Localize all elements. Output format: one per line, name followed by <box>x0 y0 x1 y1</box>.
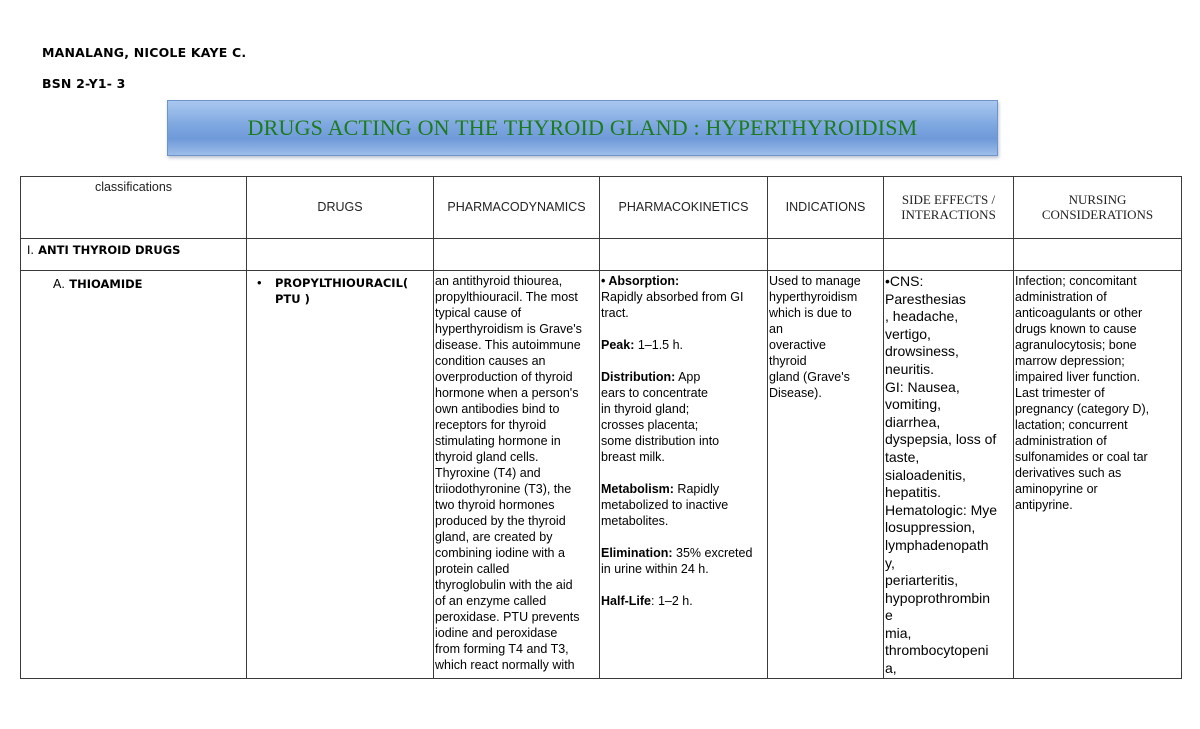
pk-distribution-line: some distribution into <box>601 434 720 448</box>
header-nursing-line1: NURSING <box>1068 192 1127 207</box>
header-drugs-label: DRUGS <box>317 200 363 214</box>
se-line: periarteritis, <box>885 572 959 589</box>
header-pharmacodynamics <box>434 177 600 239</box>
pd-line: hyperthyroidism is Grave's <box>435 322 582 336</box>
se-line: Hematologic: Mye <box>885 501 998 518</box>
pd-line: receptors for thyroid <box>435 418 547 432</box>
nc-line: administration of <box>1015 434 1107 448</box>
pd-line: peroxidase. PTU prevents <box>435 610 580 624</box>
ind-line: thyroid <box>769 354 807 368</box>
section-empty-2 <box>434 239 600 271</box>
pd-line: thyroglobulin with the aid <box>435 578 573 592</box>
pk-metabolism-line: metabolites. <box>601 514 669 528</box>
title-banner <box>167 100 998 156</box>
pk-metabolism-first: Rapidly <box>673 482 720 496</box>
pk-elimination-first: 35% excreted <box>672 546 753 560</box>
section-empty-4 <box>768 239 884 271</box>
pd-line: protein called <box>435 562 510 576</box>
header-pharmacokinetics <box>600 177 768 239</box>
nc-line: anticoagulants or other <box>1015 306 1143 320</box>
ind-line: an <box>769 322 783 336</box>
pk-peak-value: 1–1.5 h. <box>634 338 684 352</box>
se-line: e <box>885 607 893 624</box>
header-pharmacodynamics-label: PHARMACODYNAMICS <box>447 200 586 214</box>
header-side-effects-line2: INTERACTIONS <box>901 207 996 222</box>
se-line: vomiting, <box>885 396 942 413</box>
pk-elimination-label: Elimination: <box>601 546 673 560</box>
section-empty-3 <box>600 239 768 271</box>
pharmacodynamics-text <box>434 271 599 673</box>
subclass-prefix: A. <box>53 277 65 291</box>
nc-line: Infection; concomitant <box>1015 274 1137 288</box>
ind-line: Disease). <box>769 386 822 400</box>
pd-line: combining iodine with a <box>435 546 565 560</box>
pk-distribution-line: crosses placenta; <box>601 418 699 432</box>
se-line: losuppression, <box>885 519 976 536</box>
se-line: GI: Nausea, <box>885 378 960 395</box>
pd-line: propylthiouracil. The most <box>435 290 578 304</box>
drug-table <box>20 176 1182 679</box>
ind-line: hyperthyroidism <box>769 290 858 304</box>
se-line: taste, <box>885 448 920 465</box>
pk-peak-label: Peak: <box>601 338 635 352</box>
drug-bullet: • <box>257 275 262 290</box>
nc-line: sulfonamides or coal tar <box>1015 450 1148 464</box>
pk-distribution-label: Distribution: <box>601 370 676 384</box>
pd-line: gland, are created by <box>435 530 553 544</box>
side-effects-text <box>884 271 1013 678</box>
drug-cell <box>247 271 434 679</box>
pd-line: condition causes an <box>435 354 546 368</box>
header-indications <box>768 177 884 239</box>
se-line: diarrhea, <box>885 413 941 430</box>
student-section: BSN 2-Y1- 3 <box>42 76 126 91</box>
pharmacokinetics-text <box>600 271 767 609</box>
nc-line: antipyrine. <box>1015 498 1073 512</box>
pd-line: iodine and peroxidase <box>435 626 558 640</box>
nc-line: Last trimester of <box>1015 386 1105 400</box>
pd-line: an antithyroid thiourea, <box>435 274 563 288</box>
drug-row <box>21 271 1182 679</box>
header-indications-label: INDICATIONS <box>785 200 866 214</box>
pk-absorption-line: tract. <box>601 306 629 320</box>
pd-line: overproduction of thyroid <box>435 370 573 384</box>
subclass-cell <box>21 271 247 679</box>
ind-line: overactive <box>769 338 826 352</box>
header-side-effects-line1: SIDE EFFECTS / <box>901 192 996 207</box>
pk-halflife-value: : 1–2 h. <box>651 594 693 608</box>
pk-elimination-line: in urine within 24 h. <box>601 562 709 576</box>
pk-absorption-line: Rapidly absorbed from GI <box>601 290 744 304</box>
se-line: lymphadenopath <box>885 536 989 553</box>
se-line: drowsiness, <box>885 343 959 360</box>
pk-distribution-first: App <box>675 370 701 384</box>
se-line: sialoadenitis, <box>885 466 966 483</box>
pk-metabolism-line: metabolized to inactive <box>601 498 729 512</box>
section-cell <box>21 239 247 271</box>
section-empty-6 <box>1014 239 1182 271</box>
drug-name-line1: PROPYLTHIOURACIL( <box>275 276 409 290</box>
se-line: dyspepsia, loss of <box>885 431 997 448</box>
subclass-label: THIOAMIDE <box>69 277 143 291</box>
student-name: MANALANG, NICOLE KAYE C. <box>42 45 247 60</box>
indications-text <box>768 271 883 401</box>
pd-line: from forming T4 and T3, <box>435 642 569 656</box>
drug-name-line2: PTU ) <box>275 292 310 306</box>
header-classifications-label: classifications <box>94 180 173 194</box>
nc-line: lactation; concurrent <box>1015 418 1128 432</box>
se-line: Paresthesias <box>885 290 966 307</box>
indications-cell <box>768 271 884 679</box>
ind-line: Used to manage <box>769 274 861 288</box>
pk-absorption-label: • Absorption: <box>601 274 680 288</box>
pd-line: thyroid gland cells. <box>435 450 539 464</box>
nc-line: aminopyrine or <box>1015 482 1098 496</box>
nc-line: agranulocytosis; bone <box>1015 338 1137 352</box>
se-line: vertigo, <box>885 325 931 342</box>
section-empty-5 <box>884 239 1014 271</box>
pd-line: typical cause of <box>435 306 522 320</box>
pk-metabolism-label: Metabolism: <box>601 482 674 496</box>
nursing-cell <box>1014 271 1182 679</box>
pd-line: of an enzyme called <box>435 594 547 608</box>
nc-line: administration of <box>1015 290 1107 304</box>
pd-line: Thyroxine (T4) and <box>435 466 541 480</box>
nc-line: drugs known to cause <box>1015 322 1137 336</box>
pk-distribution-line: breast milk. <box>601 450 665 464</box>
header-nursing <box>1014 177 1182 239</box>
se-line: hypoprothrombin <box>885 589 991 606</box>
pk-distribution-line: in thyroid gland; <box>601 402 690 416</box>
se-line: hepatitis. <box>885 484 942 501</box>
pd-line: own antibodies bind to <box>435 402 560 416</box>
section-empty-1 <box>247 239 434 271</box>
header-drugs <box>247 177 434 239</box>
header-row <box>21 177 1182 239</box>
pd-line: hormone when a person's <box>435 386 579 400</box>
pharmacodynamics-cell <box>434 271 600 679</box>
pd-line: disease. This autoimmune <box>435 338 581 352</box>
nc-line: derivatives such as <box>1015 466 1122 480</box>
pd-line: produced by the thyroid <box>435 514 566 528</box>
pd-line: triiodothyronine (T3), the <box>435 482 572 496</box>
nc-line: marrow depression; <box>1015 354 1125 368</box>
nursing-text <box>1014 271 1181 513</box>
se-line: •CNS: <box>885 273 924 289</box>
pd-line: which react normally with <box>435 658 575 672</box>
header-pharmacokinetics-label: PHARMACOKINETICS <box>618 200 749 214</box>
se-line: y, <box>885 554 895 571</box>
header-classifications <box>21 177 247 239</box>
se-line: thrombocytopeni <box>885 642 989 659</box>
section-label: ANTI THYROID DRUGS <box>38 243 181 257</box>
pk-halflife-label: Half-Life <box>601 594 651 608</box>
pharmacokinetics-cell <box>600 271 768 679</box>
nc-line: impaired liver function. <box>1015 370 1141 384</box>
se-line: , headache, <box>885 308 959 325</box>
side-effects-cell <box>884 271 1014 679</box>
ind-line: gland (Grave's <box>769 370 850 384</box>
pk-distribution-line: ears to concentrate <box>601 386 709 400</box>
section-prefix: I. <box>27 243 35 257</box>
se-line: a, <box>885 660 897 677</box>
se-line: neuritis. <box>885 360 935 377</box>
nc-line: pregnancy (category D), <box>1015 402 1150 416</box>
header-nursing-line2: CONSIDERATIONS <box>1041 207 1154 222</box>
page-title: DRUGS ACTING ON THE THYROID GLAND : HYPERTHYROIDISM <box>247 115 918 140</box>
header-side-effects <box>884 177 1014 239</box>
pd-line: two thyroid hormones <box>435 498 555 512</box>
ind-line: which is due to <box>769 306 852 320</box>
section-row <box>21 239 1182 271</box>
se-line: mia, <box>885 624 912 641</box>
pd-line: stimulating hormone in <box>435 434 561 448</box>
